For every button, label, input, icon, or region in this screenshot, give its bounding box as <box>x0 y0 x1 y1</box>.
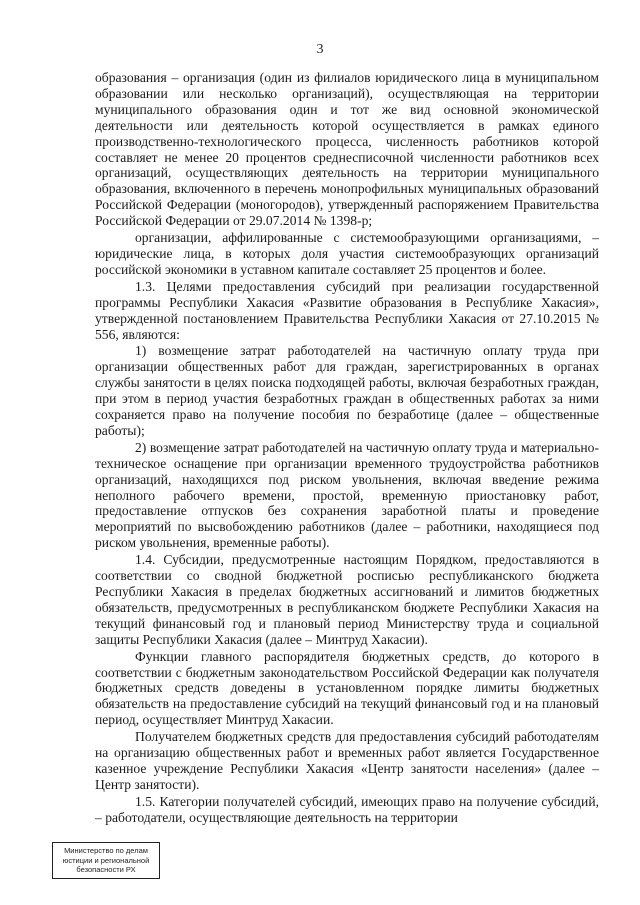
stamp-line: безопасности РХ <box>76 865 136 874</box>
paragraph-affiliated-organizations: организации, аффилированные с системообразующими организациями, – юридические лица, в которых доля участия системообразующих организаций российской экономики в уставном капитале составляет 25 процентов и более. <box>95 230 599 277</box>
paragraph-1-3: 1.3. Целями предоставления субсидий при реализации государственной программы Республики Хакасия «Развитие образования в Республике Хакасия», утвержденной постановлением Правительства Республики Хакасия от 27.10.2015 № 556, являются: <box>95 278 599 342</box>
stamp-line: юстиции и региональной <box>62 855 150 865</box>
paragraph-1-5: 1.5. Категории получателей субсидий, имеющих право на получение субсидий, – работодатели, осуществляющие деятельность на территории <box>95 793 599 825</box>
paragraph-item-1: 1) возмещение затрат работодателей на частичную оплату труда при организации общественных работ для граждан, зарегистрированных в органах службы занятости в целях поиска подходящей работы, включая безработных граждан, при этом в период участия безработных граждан в общественных работах за ними сохраняется право на получение пособия по безработице (далее – общественные работы); <box>95 343 599 438</box>
stamp-line: Министерство по делам <box>64 846 148 855</box>
paragraph-item-2: 2) возмещение затрат работодателей на частичную оплату труда и материально-техническое оснащение при организации временного трудоустройства работников организаций, находящихся под риском увольнения, включая введение режима неполного рабочего времени, простой, временную приостановку работ, предоставление отпусков без сохранения заработной платы и проведение мероприятий по высвобождению работников (далее – работники, находящиеся под риском увольнения, временные работы). <box>95 439 599 551</box>
paragraph-recipient: Получателем бюджетных средств для предоставления субсидий работодателям на организацию общественных работ и временных работ является Государственное казенное учреждение Республики Хакасия «Центр занятости населения» (далее – Центр занятости). <box>95 729 599 792</box>
page-number: 3 <box>316 42 324 57</box>
paragraph-functions: Функции главного распорядителя бюджетных средств, до которого в соответствии с бюджетным законодательством Российской Федерации как получателя бюджетных средств доведены в установленном порядке лимиты бюджетных обязательств на предоставление субсидий на текущий финансовый год и на плановый период, осуществляет Минтруд Хакасии. <box>95 648 599 728</box>
paragraph-1-4: 1.4. Субсидии, предусмотренные настоящим Порядком, предоставляются в соответствии со сводной бюджетной росписью республиканского бюджета Республики Хакасия в пределах бюджетных ассигнований и лимитов бюджетных обязательств, предусмотренных в республиканском бюджете Республики Хакасия на текущий финансовый год и плановый период Министерству труда и социальной защиты Республики Хакасия (далее – Минтруд Хакасии). <box>95 552 599 647</box>
document-body <box>95 70 599 826</box>
paragraph-continuation: образования – организация (один из филиалов юридического лица в муниципальном образовании или несколько организаций), осуществляющая на территории муниципального образования один и тот же вид основной экономической деятельности или деятельность которой осуществляется в рамках единого производственно-технологического процесса, численность работников которой составляет не менее 20 процентов среднесписочной численности работников всех организаций, осуществляющих деятельность на территории муниципального образования, включенного в перечень монопрофильных муниципальных образований Российской Федерации (моногородов), утвержденный распоряжением Правительства Российской Федерации от 29.07.2014 № 1398-р; <box>95 70 599 229</box>
registration-stamp <box>52 842 160 879</box>
